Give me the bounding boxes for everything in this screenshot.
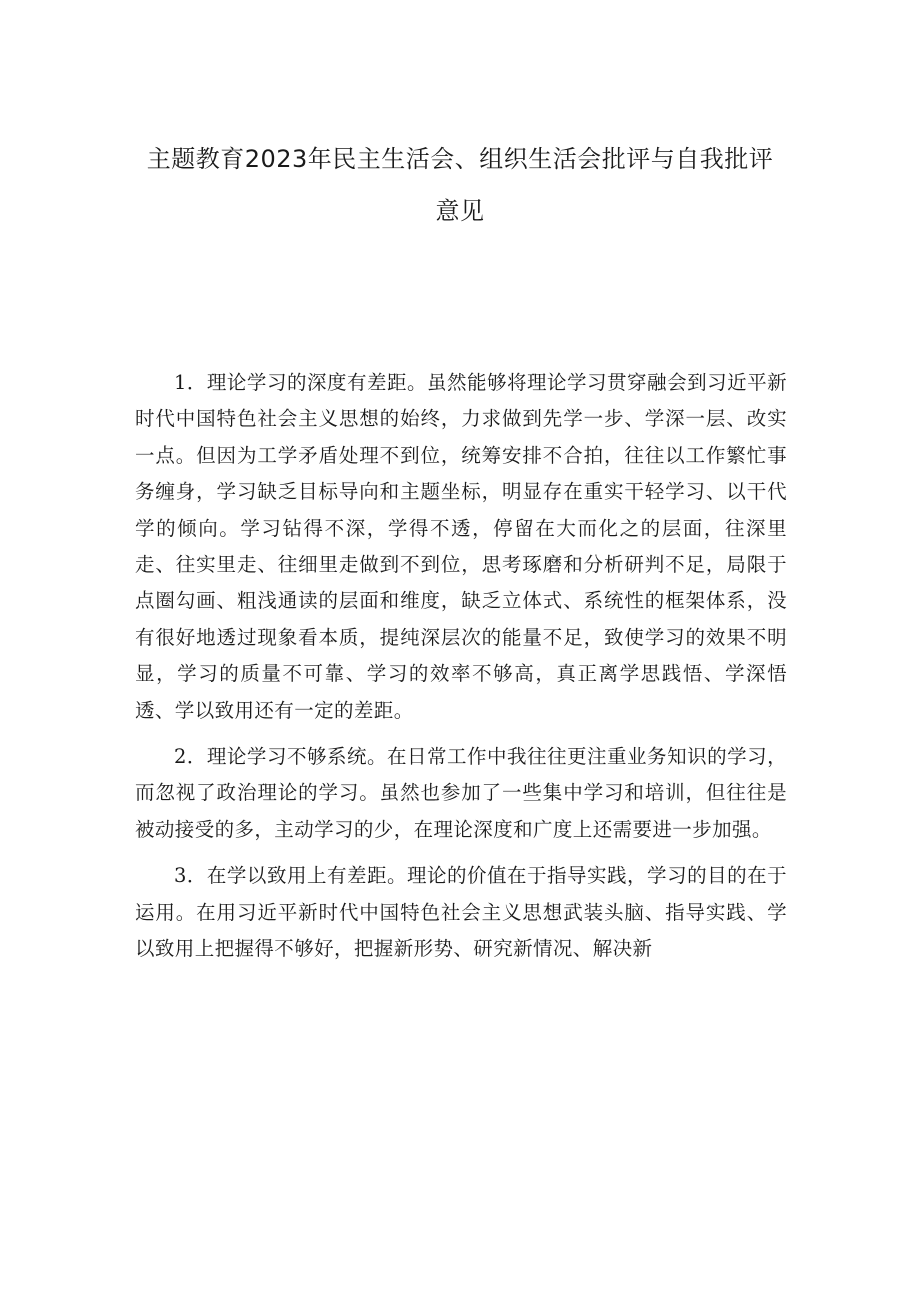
title-line-1: 主题教育2023年民主生活会、组织生活会批评与自我批评 xyxy=(146,145,774,173)
paragraph-3: 3．在学以致用上有差距。理论的价值在于指导实践，学习的目的在于运用。在用习近平新时代中国特色社会主义思想武装头脑、指导实践、学以致用上把握得不够好，把握新形势、研究新情况、解决新 xyxy=(135,864,787,961)
title-line-2: 意见 xyxy=(435,197,485,225)
paragraph-2: 2．理论学习不够系统。在日常工作中我往往更注重业务知识的学习，而忽视了政治理论的学习。虽然也参加了一些集中学习和培训，但往往是被动接受的多，主动学习的少，在理论深度和广度上还需要进一步加强。 xyxy=(135,745,787,841)
document-title xyxy=(110,140,810,230)
document-body xyxy=(135,365,787,968)
paragraph-1: 1．理论学习的深度有差距。虽然能够将理论学习贯穿融会到习近平新时代中国特色社会主义思想的始终，力求做到先学一步、学深一层、改实一点。但因为工学矛盾处理不到位，统筹安排不合拍，往往以工作繁忙事务缠身，学习缺乏目标导向和主题坐标，明显存在重实干轻学习、以干代学的倾向。学习钻得不深，学得不透，停留在大而化之的层面，往深里走、往实里走、往细里走做到不到位，思考琢磨和分析研判不足，局限于点圈勾画、粗浅通读的层面和维度，缺乏立体式、系统性的框架体系，没有很好地透过现象看本质，提纯深层次的能量不足，致使学习的效果不明显，学习的质量不可靠、学习的效率不够高，真正离学思践悟、学深悟透、学以致用还有一定的差距。 xyxy=(135,371,787,722)
